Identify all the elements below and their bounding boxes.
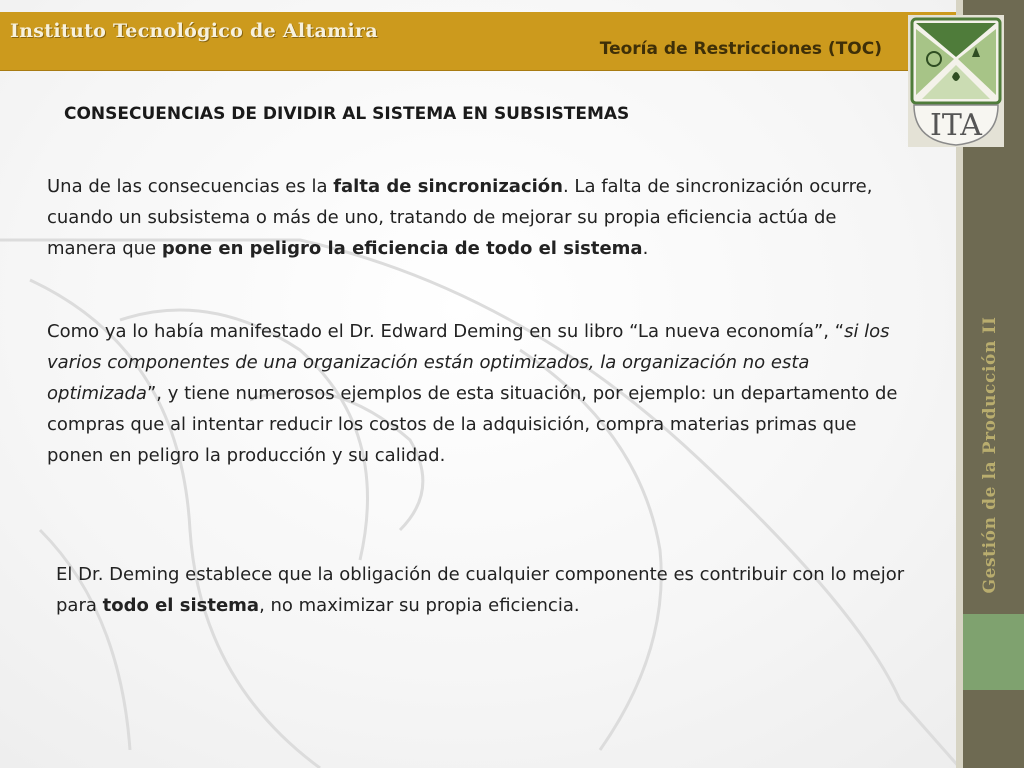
p1-bold-sync: falta de sincronización — [333, 176, 563, 197]
subject-vertical-label: Gestión de la Producción II — [980, 316, 1000, 594]
p2-italic-quote: si los varios componentes de una organización están optimizados, la organización no esta optimizada — [47, 321, 890, 404]
p3-text-a: El Dr. Deming establece que la obligación de cualquier componente es contribuir con lo mejor para — [56, 564, 905, 616]
background-watermark — [0, 230, 960, 768]
p2-text-a: Como ya lo había manifestado el Dr. Edward Deming en su libro “La nueva economía”, “ — [47, 321, 845, 342]
p3-bold-system: todo el sistema — [102, 595, 260, 616]
course-title: Teoría de Restricciones (TOC) — [599, 39, 882, 59]
ita-logo-icon — [908, 15, 1004, 147]
p1-text-e: . — [642, 238, 649, 259]
sidebar-green-block — [963, 614, 1024, 690]
p2-text-c: ”, y tiene numerosos ejemplos de esta situación, por ejemplo: un departamento de compras que al intentar reducir los costos de la adquisición, compra materias primas que ponen en peligro la producción y su calidad. — [47, 383, 898, 466]
paragraph-2 — [47, 316, 907, 471]
svg-text:ITA: ITA — [930, 108, 982, 143]
p1-text-c: . La falta de sincronización ocurre, cuando un subsistema o más de uno, tratando de mejorar su propia eficiencia actúa de manera que — [47, 176, 873, 259]
paragraph-1 — [47, 171, 907, 264]
institution-name: Instituto Tecnológico de Altamira — [10, 20, 378, 42]
p1-bold-risk: pone en peligro la eficiencia de todo el sistema — [161, 238, 643, 259]
p1-text-a: Una de las consecuencias es la — [47, 176, 334, 197]
slide-title: CONSECUENCIAS DE DIVIDIR AL SISTEMA EN SUBSISTEMAS — [64, 104, 630, 124]
p3-text-c: , no maximizar su propia eficiencia. — [259, 595, 580, 616]
paragraph-3 — [56, 559, 916, 621]
